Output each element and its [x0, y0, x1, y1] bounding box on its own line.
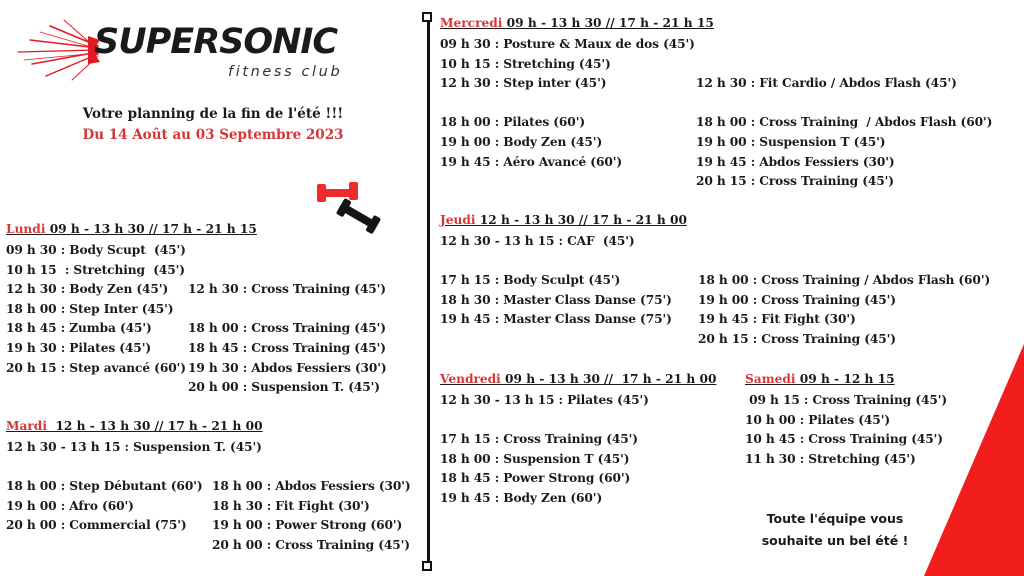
- farewell-message: [735, 508, 935, 552]
- spacer: [440, 411, 649, 431]
- class-entry: 20 h 00 : Commercial (75'): [6, 518, 187, 533]
- class-entry: 19 h 00 : Afro (60'): [6, 498, 134, 513]
- spacer: [212, 438, 411, 458]
- class-entry: 09 h 15 : Cross Training (45'): [745, 393, 948, 407]
- class-entry: 19 h 45 : Body Zen (60'): [440, 490, 603, 505]
- class-entry: 18 h 00 : Abdos Fessiers (30'): [212, 479, 411, 494]
- class-entry: 18 h 45 : Cross Training (45'): [188, 340, 386, 355]
- class-entry: 10 h 00 : Pilates (45'): [745, 412, 890, 427]
- class-entry: 12 h 30 : Cross Training (45'): [188, 282, 386, 297]
- class-entry: 20 h 15 : Step avancé (60'): [6, 360, 186, 375]
- spacer: [188, 300, 387, 320]
- class-entry: 18 h 00 : Pilates (60'): [440, 115, 585, 130]
- class-entry: 12 h 30 - 13 h 15 : Suspension T. (45'): [6, 440, 262, 454]
- day-name: Mercredi: [440, 16, 503, 30]
- class-entry: 20 h 15 : Cross Training (45'): [698, 331, 896, 346]
- day-hours: 12 h - 13 h 30 // 17 h - 21 h 00: [46, 419, 263, 433]
- day-vendredi: [440, 372, 717, 505]
- day-jeudi: [440, 213, 991, 346]
- spacer: [188, 241, 387, 261]
- day-name: Vendredi: [440, 372, 501, 386]
- farewell-line-1: Toute l'équipe vous: [766, 511, 904, 526]
- day-header: [6, 222, 257, 236]
- black-dumbbell-icon: [333, 198, 383, 236]
- class-entry: 18 h 00 : Suspension T (45'): [440, 451, 630, 466]
- spacer: [698, 232, 990, 252]
- spacer: [212, 458, 411, 478]
- class-entry: 18 h 30 : Fit Fight (30'): [212, 498, 370, 513]
- day-mercredi: [440, 16, 993, 189]
- class-entry: 19 h 00 : Body Zen (45'): [440, 134, 603, 149]
- class-entry: 19 h 45 : Fit Fight (30'): [698, 312, 856, 327]
- day-name: Mardi: [6, 419, 47, 433]
- page-title: Votre planning de la fin de l'été !!!: [82, 106, 344, 122]
- spacer: [188, 261, 387, 281]
- class-entry: 19 h 00 : Cross Training (45'): [698, 292, 896, 307]
- day-samedi: [745, 372, 948, 466]
- class-entry: 11 h 30 : Stretching (45'): [745, 451, 916, 466]
- day-hours: 09 h - 13 h 30 // 17 h - 21 h 15: [45, 222, 257, 236]
- class-entry: 18 h 00 : Cross Training / Abdos Flash (60'): [698, 273, 991, 288]
- brand-tagline: fitness club: [228, 64, 343, 80]
- column-left: [6, 241, 186, 378]
- class-entry: 12 h 30 : Step inter (45'): [440, 76, 607, 91]
- class-entry: 19 h 45 : Master Class Danse (75'): [440, 312, 672, 327]
- spacer: [696, 35, 992, 55]
- class-entry: 20 h 00 : Cross Training (45'): [212, 537, 410, 552]
- class-entry: 18 h 45 : Power Strong (60'): [440, 471, 631, 486]
- day-hours: 09 h - 13 h 30 // 17 h - 21 h 15: [502, 16, 714, 30]
- spacer: [696, 55, 992, 75]
- class-entry: 18 h 00 : Step Débutant (60'): [6, 479, 203, 494]
- class-entry: 19 h 00 : Suspension T (45'): [696, 134, 886, 149]
- class-entry: 18 h 45 : Zumba (45'): [6, 321, 152, 336]
- column-left: [440, 35, 695, 172]
- class-entry: 19 h 45 : Aéro Avancé (60'): [440, 154, 622, 169]
- spacer: [696, 94, 992, 114]
- class-entry: 18 h 00 : Step Inter (45'): [6, 301, 174, 316]
- column-left: [745, 391, 947, 469]
- column-right: [696, 35, 992, 192]
- column-right: [212, 438, 411, 556]
- day-hours: 09 h - 13 h 30 // 17 h - 21 h 00: [500, 372, 717, 386]
- class-entry: 09 h 30 : Posture & Maux de dos (45'): [440, 37, 695, 51]
- column-right: [188, 241, 387, 398]
- day-mardi: [6, 419, 411, 552]
- day-name: Jeudi: [440, 213, 476, 227]
- day-header: [745, 372, 895, 386]
- class-entry: 20 h 15 : Cross Training (45'): [696, 174, 894, 189]
- column-left: [440, 232, 672, 330]
- spacer: [698, 252, 990, 272]
- divider-top-cap: [422, 12, 432, 22]
- day-name: Samedi: [745, 372, 796, 386]
- spacer: [440, 94, 695, 114]
- class-entry: 17 h 15 : Body Sculpt (45'): [440, 273, 621, 288]
- day-hours: 12 h - 13 h 30 // 17 h - 21 h 00: [475, 213, 687, 227]
- class-entry: 10 h 15 : Stretching (45'): [6, 262, 185, 277]
- day-lundi: [6, 222, 387, 395]
- divider-bottom-cap: [422, 561, 432, 571]
- class-entry: 18 h 30 : Master Class Danse (75'): [440, 292, 672, 307]
- class-entry: 19 h 45 : Abdos Fessiers (30'): [696, 154, 895, 169]
- class-entry: 10 h 45 : Cross Training (45'): [745, 432, 943, 447]
- spacer: [440, 252, 672, 272]
- column-right: [698, 232, 990, 350]
- logo: [10, 14, 350, 84]
- class-entry: 19 h 30 : Pilates (45'): [6, 340, 151, 355]
- date-range: Du 14 Août au 03 Septembre 2023: [82, 127, 344, 143]
- timeline-divider: [427, 22, 430, 562]
- class-entry: 12 h 30 - 13 h 15 : CAF (45'): [440, 234, 635, 248]
- class-entry: 19 h 30 : Abdos Fessiers (30'): [188, 360, 387, 375]
- class-entry: 17 h 15 : Cross Training (45'): [440, 432, 638, 447]
- farewell-line-2: souhaite un bel été !: [761, 533, 909, 548]
- day-header: [440, 372, 716, 386]
- day-header: [440, 16, 714, 30]
- day-name: Lundi: [6, 222, 46, 236]
- day-header: [6, 419, 263, 433]
- day-hours: 09 h - 12 h 15: [795, 372, 895, 386]
- class-entry: 18 h 00 : Cross Training (45'): [188, 321, 386, 336]
- class-entry: 12 h 30 : Body Zen (45'): [6, 282, 169, 297]
- class-entry: 12 h 30 - 13 h 15 : Pilates (45'): [440, 393, 649, 407]
- class-entry: 20 h 00 : Suspension T. (45'): [188, 380, 380, 395]
- class-entry: 12 h 30 : Fit Cardio / Abdos Flash (45'): [696, 76, 957, 91]
- class-entry: 10 h 15 : Stretching (45'): [440, 56, 611, 71]
- day-header: [440, 213, 687, 227]
- column-left: [440, 391, 649, 509]
- class-entry: 09 h 30 : Body Scupt (45'): [6, 243, 186, 257]
- brand-name: SUPERSONIC: [94, 22, 338, 62]
- class-entry: 19 h 00 : Power Strong (60'): [212, 518, 403, 533]
- class-entry: 18 h 00 : Cross Training / Abdos Flash (60'): [696, 115, 993, 130]
